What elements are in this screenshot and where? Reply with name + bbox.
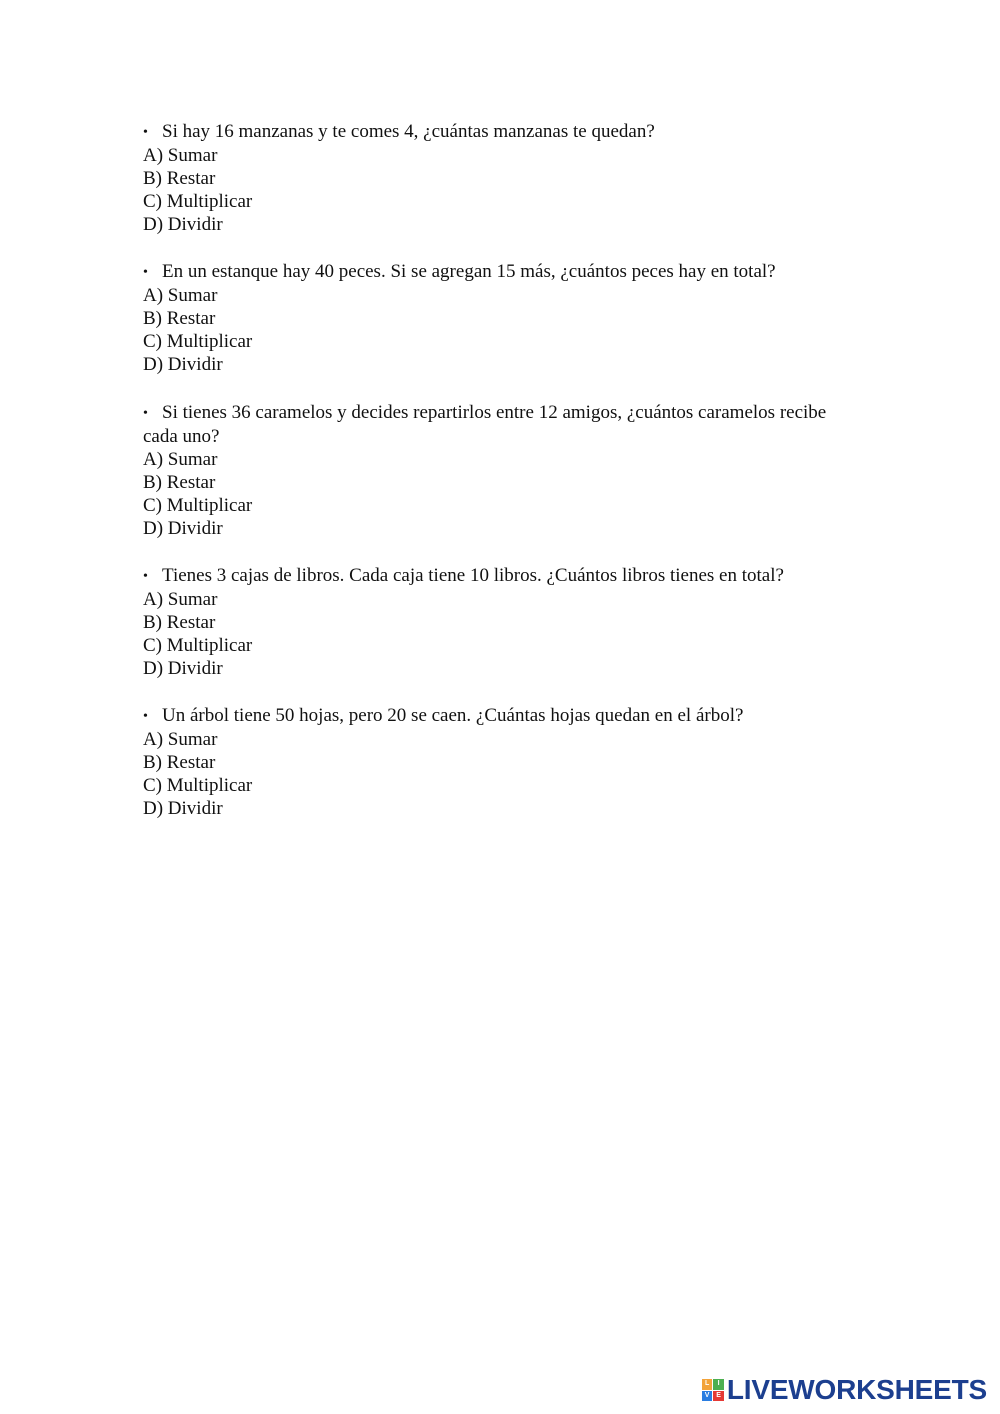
question-block-2	[143, 260, 843, 376]
option-a[interactable]: A) Sumar	[143, 729, 218, 750]
question-label: Un árbol tiene 50 hojas, pero 20 se caen. ¿Cuántas hojas quedan en el árbol?	[162, 705, 744, 726]
logo-mark-cell: L	[702, 1379, 713, 1390]
option-a[interactable]: A) Sumar	[143, 285, 218, 306]
question-text	[143, 704, 843, 728]
bullet-icon: •	[143, 406, 148, 421]
bullet-icon: •	[143, 709, 148, 724]
option-c[interactable]: C) Multiplicar	[143, 775, 253, 796]
question-text	[143, 120, 843, 144]
option-a[interactable]: A) Sumar	[143, 145, 218, 166]
logo-mark-cell: V	[702, 1391, 713, 1402]
question-text	[143, 260, 843, 284]
bullet-icon: •	[143, 265, 148, 280]
bullet-icon: •	[143, 125, 148, 140]
question-text	[143, 564, 843, 588]
option-b[interactable]: B) Restar	[143, 472, 216, 493]
option-a[interactable]: A) Sumar	[143, 449, 218, 470]
question-label: Si hay 16 manzanas y te comes 4, ¿cuántas manzanas te quedan?	[162, 121, 655, 142]
question-label: En un estanque hay 40 peces. Si se agregan 15 más, ¿cuántos peces hay en total?	[162, 261, 776, 282]
logo-mark-cell: E	[713, 1391, 724, 1402]
question-block-1	[143, 120, 843, 236]
question-block-3	[143, 401, 843, 540]
logo-mark-cell: I	[713, 1379, 724, 1390]
option-d[interactable]: D) Dividir	[143, 354, 223, 375]
option-c[interactable]: C) Multiplicar	[143, 331, 253, 352]
option-d[interactable]: D) Dividir	[143, 798, 223, 819]
option-c[interactable]: C) Multiplicar	[143, 495, 253, 516]
option-a[interactable]: A) Sumar	[143, 589, 218, 610]
option-d[interactable]: D) Dividir	[143, 214, 223, 235]
option-d[interactable]: D) Dividir	[143, 518, 223, 539]
option-d[interactable]: D) Dividir	[143, 658, 223, 679]
worksheet	[143, 120, 843, 844]
option-b[interactable]: B) Restar	[143, 168, 216, 189]
question-label: Si tienes 36 caramelos y decides repartirlos entre 12 amigos, ¿cuántos caramelos recibe cada uno?	[143, 402, 827, 447]
question-label: Tienes 3 cajas de libros. Cada caja tiene 10 libros. ¿Cuántos libros tienes en total?	[162, 565, 784, 586]
logo-mark-icon	[702, 1379, 724, 1401]
logo-text: LIVEWORKSHEETS	[726, 1374, 987, 1405]
option-b[interactable]: B) Restar	[143, 308, 216, 329]
option-b[interactable]: B) Restar	[143, 752, 216, 773]
option-c[interactable]: C) Multiplicar	[143, 191, 253, 212]
bullet-icon: •	[143, 569, 148, 584]
liveworksheets-logo	[702, 1375, 987, 1405]
question-block-5	[143, 704, 843, 820]
question-text	[143, 401, 843, 448]
question-block-4	[143, 564, 843, 680]
option-c[interactable]: C) Multiplicar	[143, 635, 253, 656]
option-b[interactable]: B) Restar	[143, 612, 216, 633]
